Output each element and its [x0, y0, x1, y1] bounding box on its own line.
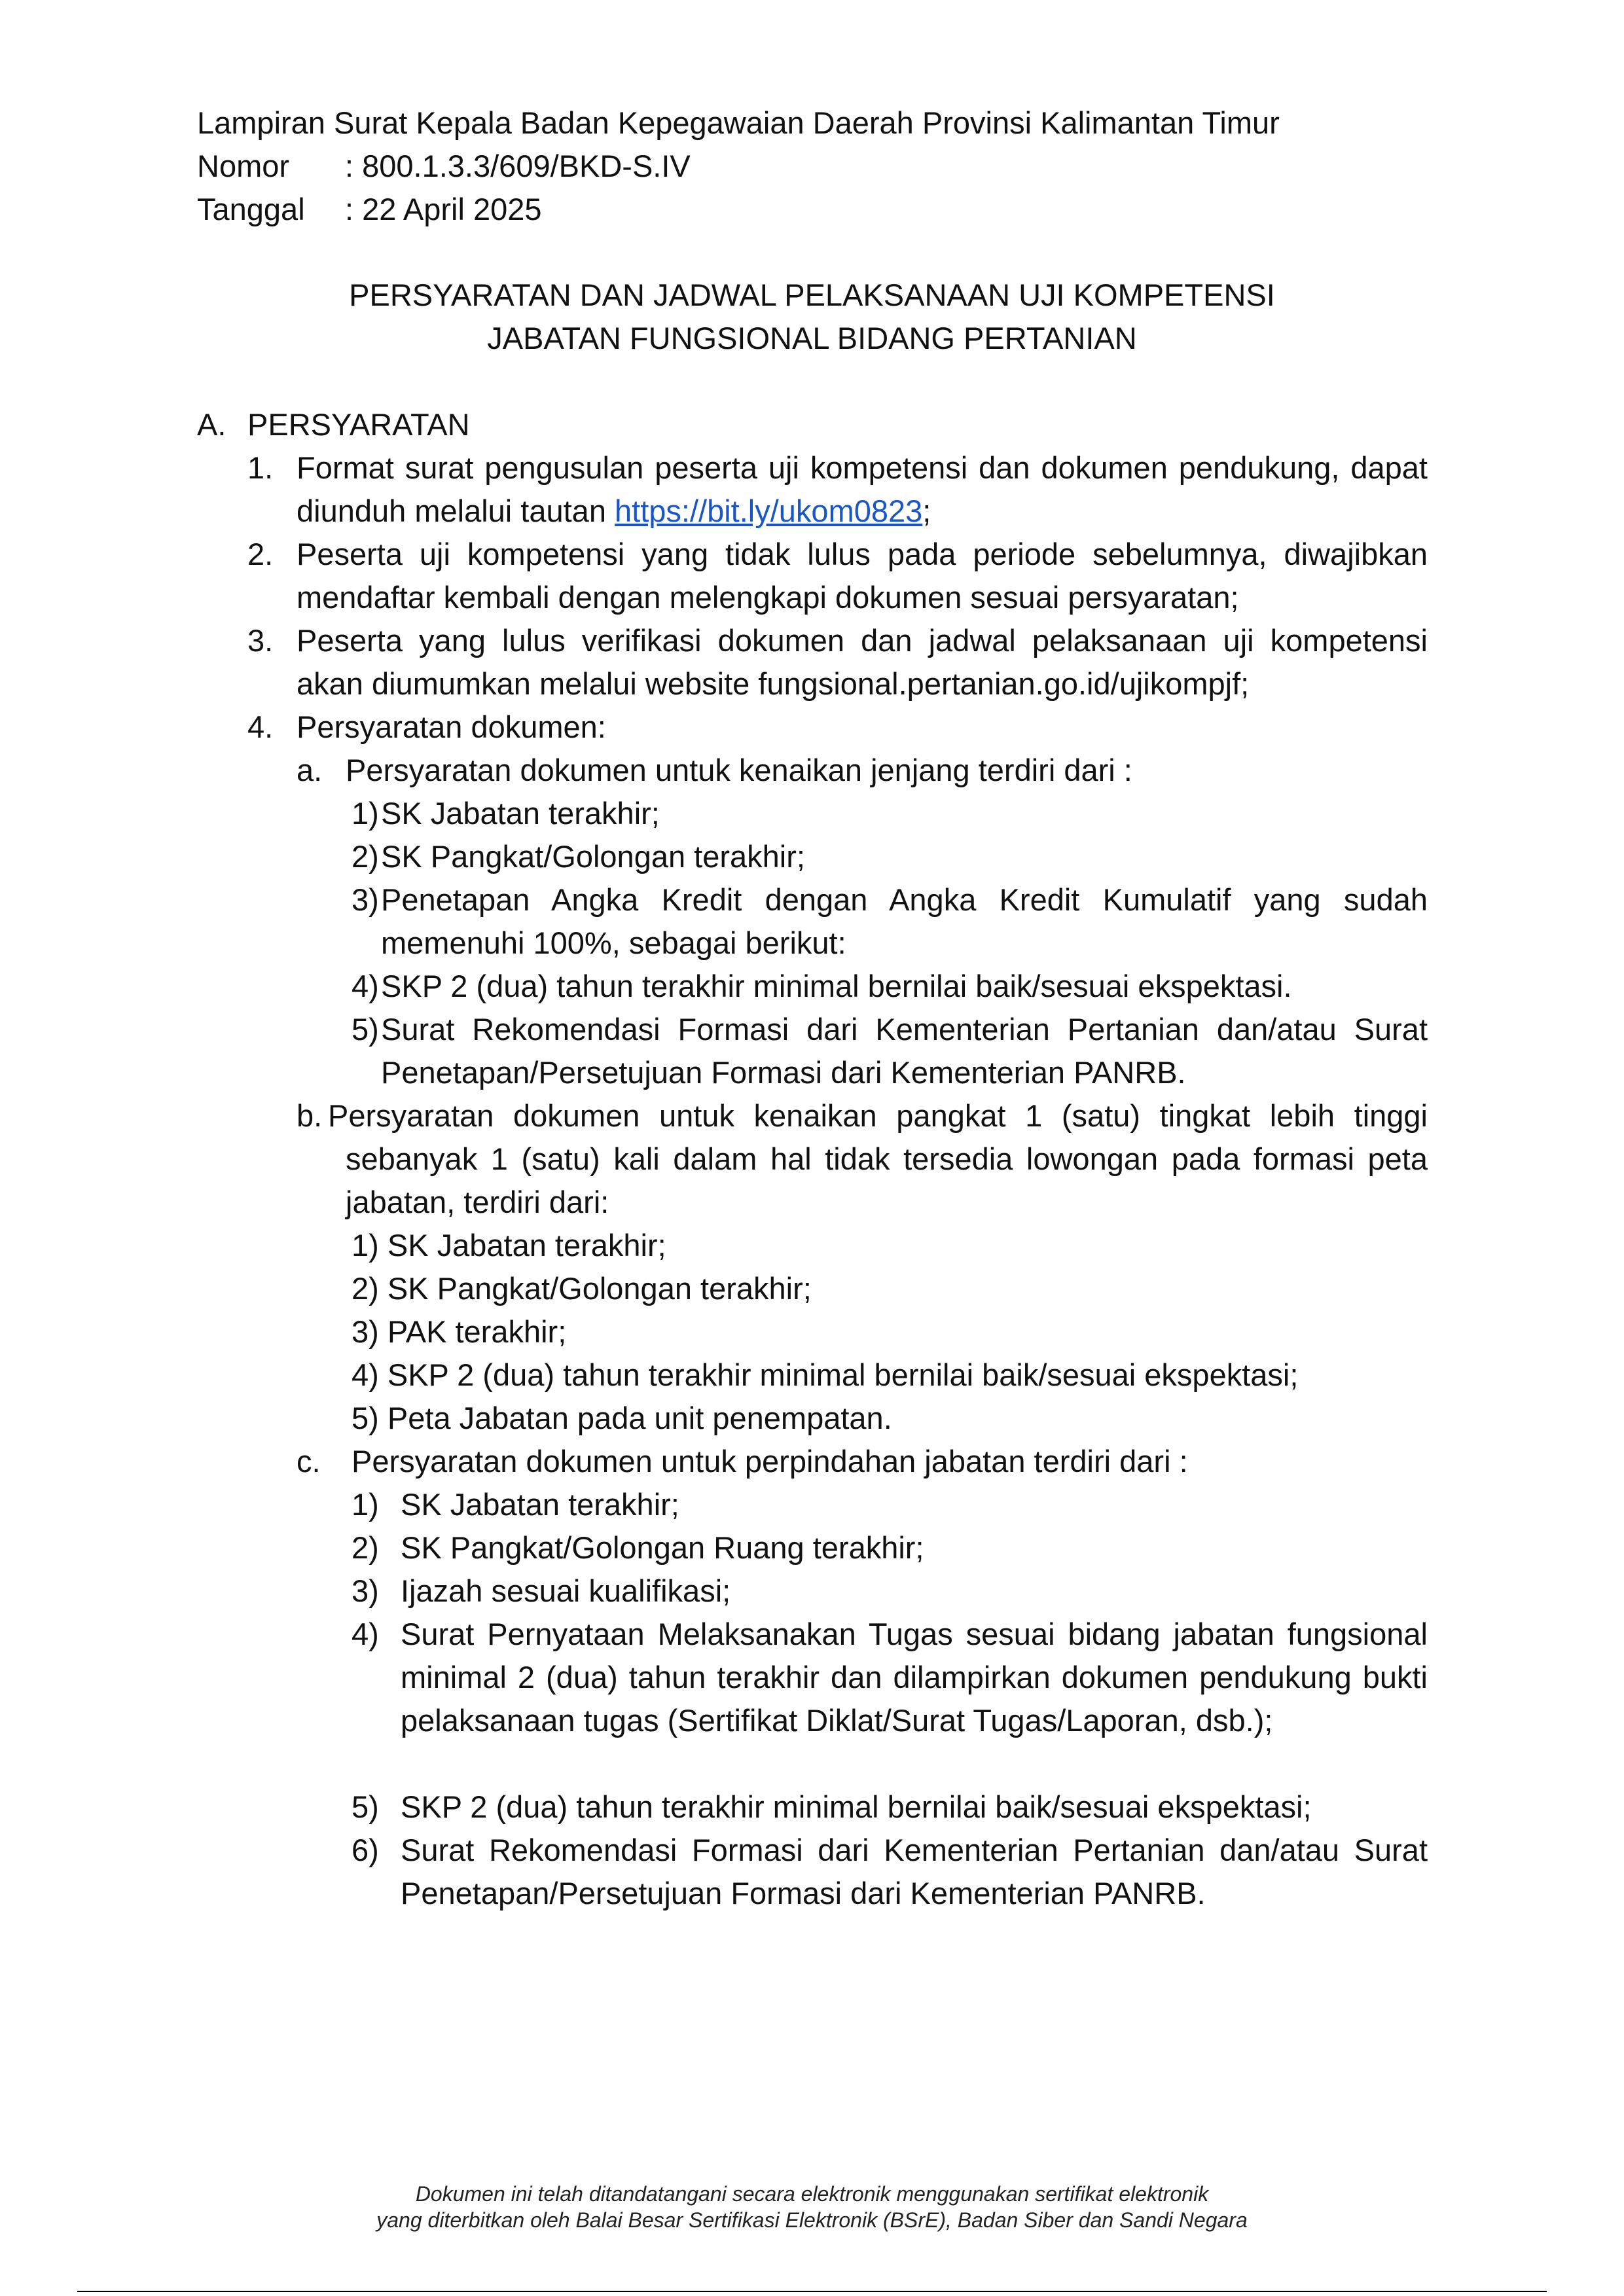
footer-line-1: Dokumen ini telah ditandatangani secara elektronik menggunakan sertifikat elektronik: [415, 2182, 1209, 2206]
subsection-c: [297, 1440, 1428, 1483]
section-title: PERSYARATAN: [247, 407, 470, 442]
sub-item-text: Surat Pernyataan Melaksanakan Tugas sesuai bidang jabatan fungsional minimal 2 (dua) tahun terakhir dan dilampirkan dokumen pendukung bukti pelaksanaan tugas (Sertifikat Diklat/Surat Tugas/Laporan, dsb.);: [401, 1617, 1428, 1738]
sub-a-item: [352, 792, 1428, 835]
sub-c-item: [352, 1526, 1428, 1570]
nomor-value: : 800.1.3.3/609/BKD-S.IV: [345, 149, 691, 183]
sub-item-number: 5): [352, 1401, 379, 1435]
sub-b-item: [352, 1267, 812, 1310]
item-text-part: ;: [922, 493, 931, 528]
nomor-label: Nomor: [197, 149, 290, 183]
sub-c-item: [352, 1613, 1428, 1742]
sub-b-item: [352, 1310, 566, 1354]
sub-heading: Persyaratan dokumen untuk kenaikan pangkat 1 (satu) tingkat lebih tinggi sebanyak 1 (satu) kali dalam hal tidak tersedia lowongan pada formasi peta jabatan, terdiri dari:: [328, 1098, 1428, 1219]
item-text: [297, 446, 1428, 533]
sub-item-number: 4): [352, 1357, 379, 1392]
sub-item-text: SK Jabatan terakhir;: [381, 796, 660, 831]
sub-item-number: 4): [352, 1617, 379, 1651]
item-text: Persyaratan dokumen:: [297, 709, 606, 744]
item-number: 2.: [247, 537, 274, 571]
sub-item-number: 2): [352, 1530, 379, 1565]
sub-item-text: SKP 2 (dua) tahun terakhir minimal bernilai baik/sesuai ekspektasi;: [387, 1357, 1299, 1392]
sub-item-text: Ijazah sesuai kualifikasi;: [401, 1573, 731, 1608]
sub-heading: Persyaratan dokumen untuk perpindahan jabatan terdiri dari :: [352, 1444, 1188, 1479]
sub-item-text: Surat Rekomendasi Formasi dari Kementerian Pertanian dan/atau Surat Penetapan/Persetujuan Formasi dari Kementerian PANRB.: [381, 1012, 1428, 1090]
sub-a-item: [352, 1008, 1428, 1094]
item-text: Peserta yang lulus verifikasi dokumen dan jadwal pelaksanaan uji kompetensi akan diumumkan melalui website fungsional.pertanian.go.id/ujikompjf;: [297, 623, 1428, 701]
sub-letter: b.: [297, 1098, 323, 1133]
sub-b-item: [352, 1224, 666, 1267]
sub-item-text: SK Jabatan terakhir;: [401, 1487, 679, 1522]
item-text: Peserta uji kompetensi yang tidak lulus pada periode sebelumnya, diwajibkan mendaftar kembali dengan melengkapi dokumen sesuai persyaratan;: [297, 537, 1428, 615]
sub-c-item: [352, 1483, 1428, 1526]
tanggal-row: [197, 188, 1280, 231]
sub-a-item: [352, 835, 1428, 878]
sub-item-text: SK Pangkat/Golongan Ruang terakhir;: [401, 1530, 924, 1565]
sub-c-item: [352, 1829, 1428, 1915]
subsection-a: [297, 749, 1428, 792]
sub-item-text: Penetapan Angka Kredit dengan Angka Kredit Kumulatif yang sudah memenuhi 100%, sebagai berikut:: [381, 882, 1428, 960]
item-text-part: Format surat pengusulan peserta uji kompetensi dan dokumen pendukung, dapat diunduh melalui tautan: [297, 450, 1428, 528]
tanggal-label: Tanggal: [197, 192, 305, 226]
title-line-2: JABATAN FUNGSIONAL BIDANG PERTANIAN: [487, 321, 1137, 355]
sub-item-number: 5): [352, 1789, 379, 1824]
sub-item-text: SKP 2 (dua) tahun terakhir minimal bernilai baik/sesuai ekspektasi.: [381, 969, 1292, 1003]
sub-a-item: [352, 965, 1428, 1008]
sub-item-number: 2): [352, 839, 379, 874]
sub-item-number: 2): [352, 1271, 379, 1306]
sub-item-number: 3): [352, 1314, 379, 1349]
sub-item-number: 1): [352, 1487, 379, 1522]
document-title: [0, 274, 1624, 360]
letter-header: [197, 101, 1280, 231]
sub-letter: a.: [297, 753, 323, 787]
sub-item-number: 1): [352, 796, 379, 831]
sub-c-item: [352, 1785, 1428, 1829]
signature-footer: [0, 2181, 1624, 2233]
section-letter: A.: [197, 407, 226, 442]
sub-item-number: 6): [352, 1833, 379, 1867]
subsection-b: [297, 1094, 1428, 1224]
header-line: Lampiran Surat Kepala Badan Kepegawaian Daerah Provinsi Kalimantan Timur: [197, 105, 1280, 140]
sub-item-number: 4): [352, 969, 379, 1003]
item-number: 1.: [247, 450, 274, 485]
sub-item-number: 1): [352, 1228, 379, 1263]
sub-item-text: SK Pangkat/Golongan terakhir;: [387, 1271, 812, 1306]
footer-line-2: yang diterbitkan oleh Balai Besar Sertifikasi Elektronik (BSrE), Badan Siber dan Sandi Negara: [376, 2208, 1248, 2232]
tanggal-value: : 22 April 2025: [345, 192, 542, 226]
sub-item-number: 5): [352, 1012, 379, 1047]
list-item: [247, 533, 1428, 619]
sub-c-item: [352, 1570, 1428, 1613]
bottom-divider: [77, 2291, 1547, 2292]
sub-b-item: [352, 1354, 1298, 1397]
sub-letter: c.: [297, 1444, 321, 1479]
list-item: [247, 446, 1428, 533]
sub-item-number: 3): [352, 882, 379, 917]
list-item: [247, 619, 1428, 706]
title-line-1: PERSYARATAN DAN JADWAL PELAKSANAAN UJI KOMPETENSI: [349, 278, 1275, 312]
sub-item-text: SK Pangkat/Golongan terakhir;: [381, 839, 805, 874]
sub-item-text: SKP 2 (dua) tahun terakhir minimal bernilai baik/sesuai ekspektasi;: [401, 1789, 1312, 1824]
item-number: 4.: [247, 709, 274, 744]
sub-item-text: Peta Jabatan pada unit penempatan.: [387, 1401, 892, 1435]
list-item: [247, 706, 1428, 749]
nomor-row: [197, 145, 1280, 188]
sub-item-number: 3): [352, 1573, 379, 1608]
download-link[interactable]: https://bit.ly/ukom0823: [615, 493, 923, 528]
sub-b-item: [352, 1397, 892, 1440]
sub-a-item: [352, 878, 1428, 965]
item-number: 3.: [247, 623, 274, 658]
section-a-heading: [197, 403, 470, 446]
sub-item-text: PAK terakhir;: [387, 1314, 567, 1349]
sub-item-text: SK Jabatan terakhir;: [387, 1228, 666, 1263]
sub-heading: Persyaratan dokumen untuk kenaikan jenjang terdiri dari :: [346, 753, 1132, 787]
sub-item-text: Surat Rekomendasi Formasi dari Kementerian Pertanian dan/atau Surat Penetapan/Persetujuan Formasi dari Kementerian PANRB.: [401, 1833, 1428, 1910]
